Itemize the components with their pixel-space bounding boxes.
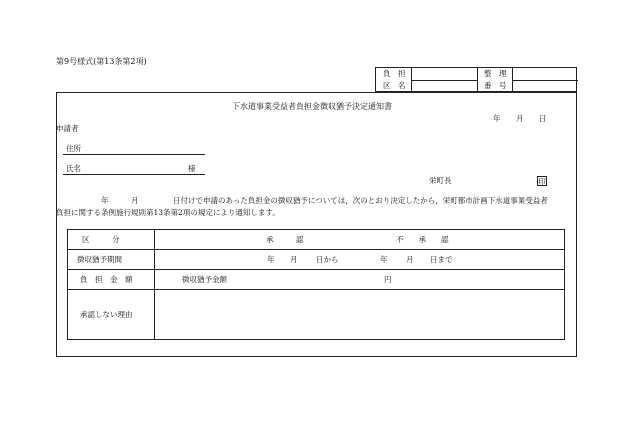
row-category-label: 区 分 <box>82 235 120 244</box>
row-period-label: 徴収猶予期間 <box>77 255 122 264</box>
body-line2: 負担に関する条例施行規則第13条第2項の規定により通知します。 <box>56 208 280 217</box>
name-label: 氏名 <box>66 164 81 173</box>
serial-number-label-line2: 番 号 <box>484 81 507 90</box>
period-to-month: 月 <box>406 255 414 264</box>
reject-option: 不 承 認 <box>396 235 449 244</box>
burden-district-label-line2: 区 名 <box>383 81 406 90</box>
issuer-name: 栄町長 <box>429 176 452 185</box>
row-amount-label: 負 担 金 額 <box>80 275 133 284</box>
period-to-day: 日まで <box>430 255 453 264</box>
date-day: 日 <box>539 114 547 123</box>
applicant-heading: 申請者 <box>56 124 79 133</box>
address-label: 住所 <box>66 144 81 153</box>
approve-option: 承 認 <box>266 235 304 244</box>
row-reason-label: 承認しない理由 <box>80 310 133 319</box>
name-underline <box>63 174 205 175</box>
period-from-year: 年 <box>267 255 275 264</box>
date-year: 年 <box>493 114 501 123</box>
period-to-year: 年 <box>380 255 388 264</box>
date-month: 月 <box>516 114 524 123</box>
body-month: 月 <box>131 196 139 205</box>
form-number: 第9号様式(第13条第2項) <box>56 57 147 66</box>
address-underline <box>63 154 205 155</box>
period-from-day: 日から <box>316 255 339 264</box>
amount-unit: 円 <box>384 275 392 284</box>
honorific: 様 <box>188 164 196 173</box>
deferred-amount-label: 徴収猶予金額 <box>182 275 227 284</box>
seal-mark: 印 <box>538 177 546 186</box>
period-from-month: 月 <box>290 255 298 264</box>
burden-district-label-line1: 負 担 <box>383 69 406 78</box>
reference-number-table <box>375 67 577 92</box>
body-year: 年 <box>101 196 109 205</box>
body-line1: 日付けで申請のあった負担金の徴収猶予については，次のとおり決定したから，栄町都市計画下水道事業受益者 <box>173 196 548 205</box>
serial-number-label-line1: 整 理 <box>484 69 507 78</box>
decision-table <box>67 229 565 340</box>
document-title: 下水道事業受益者負担金徴収猶予決定通知書 <box>232 102 392 111</box>
